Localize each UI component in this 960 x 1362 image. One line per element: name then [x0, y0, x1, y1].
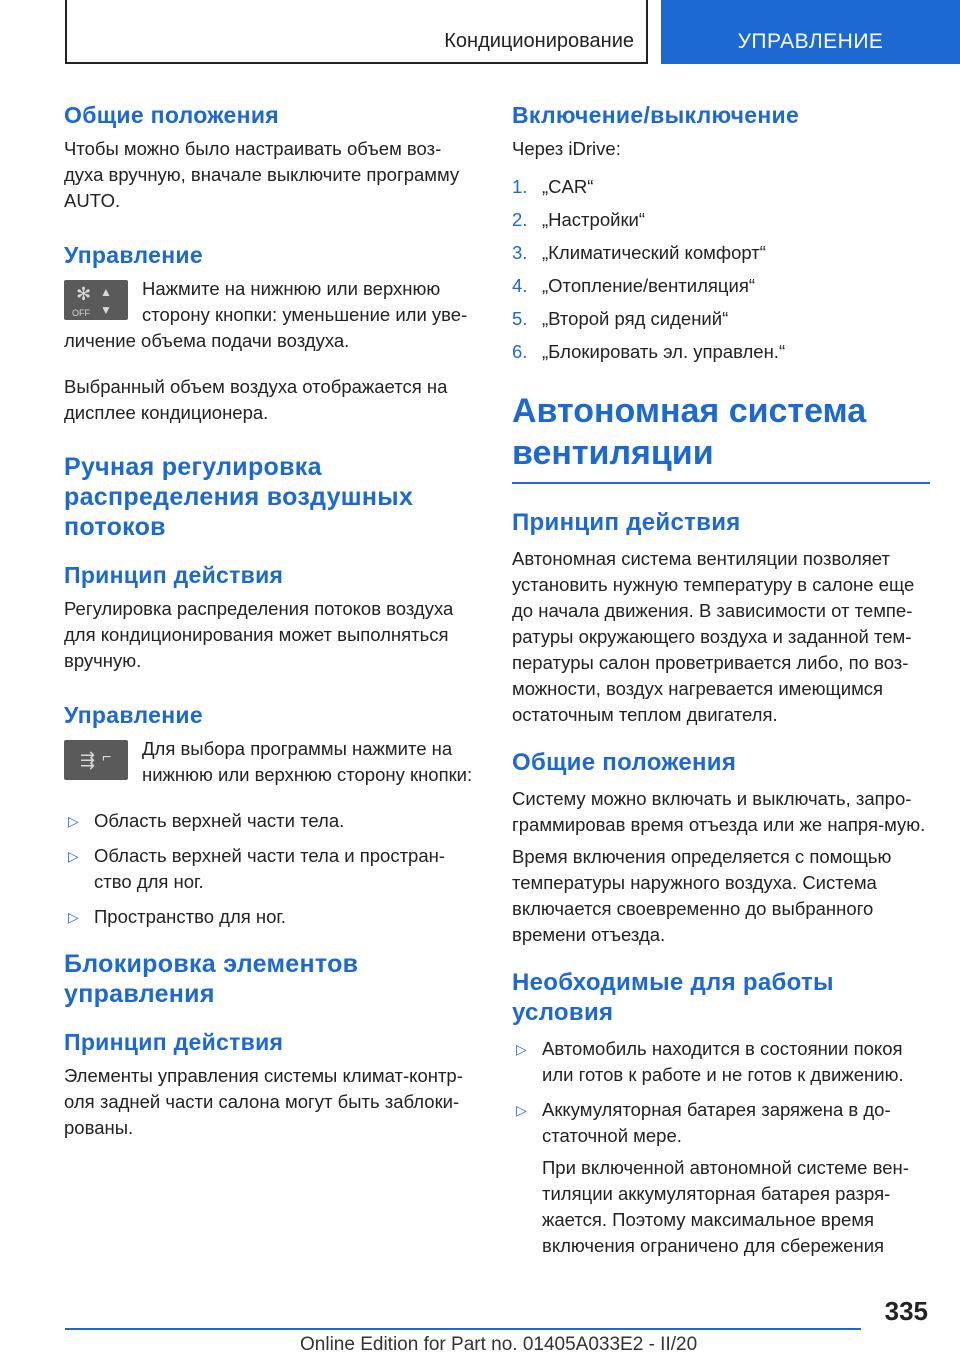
heading-auto-ventilation: Автономная система вентиляции [512, 392, 867, 472]
section-divider [512, 482, 930, 484]
paragraph-via-idrive: Через iDrive: [512, 138, 621, 159]
list-item: 3. „Климатический комфорт“ [512, 242, 766, 263]
list-item: 1. „CAR“ [512, 176, 594, 197]
seat-icon: ⌐ [102, 749, 112, 766]
paragraph-control-1: Нажмите на нижнюю или верхнюю сторону кнопки: уменьшение или уве-личение объема подачи воздуха. [64, 278, 468, 351]
paragraph-principle-2: Элементы управления системы климат-контр-оля задней части салона могут быть заблоки-рованы. [64, 1065, 463, 1138]
list-item: 2. „Настройки“ [512, 209, 646, 230]
paragraph-principle-1: Регулировка распределения потоков воздуха для кондиционирования может выполняться вручную. [64, 598, 454, 671]
header-section-title: УПРАВЛЕНИЕ [737, 30, 884, 53]
triangle-bullet-icon: ▷ [516, 1041, 527, 1057]
paragraph-battery-note: При включенной автономной системе вен-тиляции аккумуляторная батарея разря-жается. Поэтому максимальное время включения ограничено для сбережения [542, 1157, 909, 1256]
seat-airflow-icon: ⇶ [80, 750, 96, 770]
fan-icon: ✻ [76, 284, 92, 304]
header-chapter-box [65, 0, 648, 64]
paragraph-general-right-1: Систему можно включать и выключать, запро-граммировав время отъезда или же напря-мую. [512, 788, 926, 835]
triangle-bullet-icon: ▷ [516, 1102, 527, 1118]
heading-on-off: Включение/выключение [512, 102, 800, 128]
paragraph-general-left: Чтобы можно было настраивать объем воз-духа вручную, вначале выключите программу AUTO. [64, 138, 460, 211]
off-label: OFF [72, 308, 90, 318]
distribution-options-list [64, 808, 476, 930]
list-item: ▷ Пространство для ног. [64, 904, 476, 930]
list-item: ▷ Область верхней части тела. [64, 808, 476, 834]
list-item: ▷ Область верхней части тела и простран-ство для ног. [64, 843, 476, 895]
list-item: 5. „Второй ряд сидений“ [512, 308, 729, 329]
paragraph-control-2: Для выбора программы нажмите на нижнюю или верхнюю сторону кнопки: [142, 738, 473, 785]
heading-principle-right: Принцип действия [512, 509, 741, 536]
footer-edition: Online Edition for Part no. 01405A033E2 - II/20 [300, 1334, 698, 1355]
header-section-tab [661, 0, 960, 64]
heading-principle-1: Принцип действия [64, 562, 284, 588]
control-block-2 [64, 736, 476, 788]
paragraph-principle-right: Автономная система вентиляции позволяет установить нужную температуру в салоне еще до начала движения. В зависимости от темпе-ратуры окружающего воздуха и заданной тем-пературы салон проветривается либо, по воз-можности, воздух нагревается имеющимся остаточным теплом двигателя. [512, 548, 915, 725]
right-column [512, 100, 930, 1259]
triangle-bullet-icon: ▷ [68, 848, 79, 864]
left-column [64, 100, 476, 1141]
heading-lock-controls: Блокировка элементов управления [64, 950, 359, 1008]
footer-divider [65, 1328, 861, 1330]
header-chapter-title: Кондиционирование [444, 30, 634, 52]
fan-volume-button-icon [64, 280, 128, 320]
list-item: ▷ Автомобиль находится в состоянии покоя или готов к работе и не готов к движению. [512, 1036, 930, 1088]
control-block-1 [64, 276, 476, 354]
triangle-bullet-icon: ▷ [68, 813, 79, 829]
heading-principle-2: Принцип действия [64, 1029, 284, 1055]
heading-manual-distribution: Ручная регулировка распределения воздушных потоков [64, 453, 414, 541]
conditions-list [512, 1036, 930, 1149]
list-item: 4. „Отопление/вентиляция“ [512, 275, 756, 296]
arrow-up-icon: ▲ [100, 285, 112, 299]
heading-general-right: Общие положения [512, 749, 737, 776]
paragraph-display: Выбранный объем воздуха отображается на дисплее кондиционера. [64, 376, 448, 423]
page-number: 335 [884, 1296, 928, 1326]
list-item: ▷ Аккумуляторная батарея заряжена в до-статочной мере. [512, 1097, 930, 1149]
paragraph-general-right-2: Время включения определяется с помощью температуры наружного воздуха. Система включается своевременно до выбранного времени отъезда. [512, 846, 892, 945]
arrow-down-icon: ▼ [100, 303, 112, 317]
list-item: 6. „Блокировать эл. управлен.“ [512, 341, 786, 362]
heading-conditions: Необходимые для работы условия [512, 969, 834, 1026]
triangle-bullet-icon: ▷ [68, 909, 79, 925]
air-distribution-button-icon [64, 740, 128, 780]
idrive-steps-list [512, 174, 930, 365]
heading-control-1: Управление [64, 242, 203, 268]
heading-general-left: Общие положения [64, 102, 279, 128]
heading-control-2: Управление [64, 702, 203, 728]
